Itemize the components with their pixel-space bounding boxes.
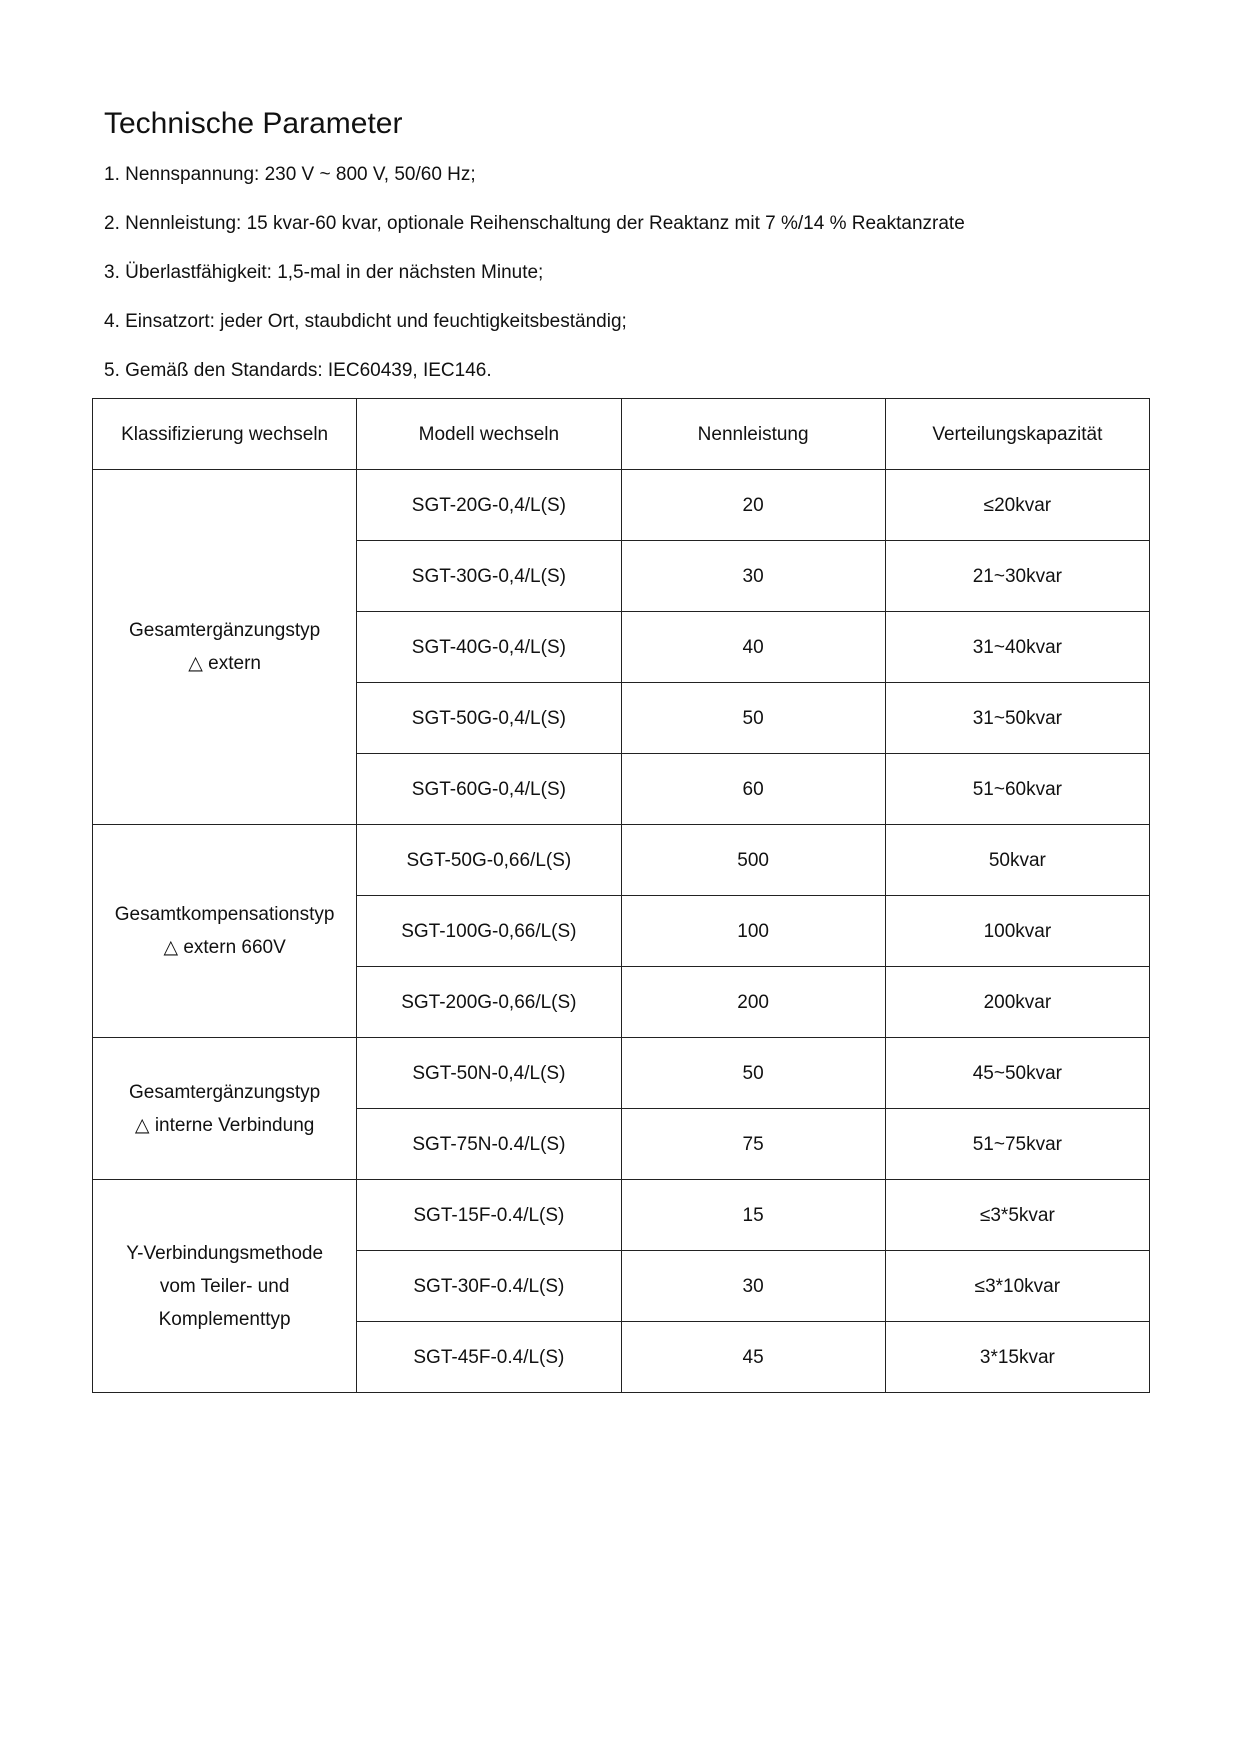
- capacity-cell: 3*15kvar: [885, 1322, 1149, 1393]
- header-capacity: Verteilungskapazität: [885, 399, 1149, 470]
- capacity-cell: 50kvar: [885, 825, 1149, 896]
- capacity-cell: ≤20kvar: [885, 470, 1149, 541]
- parameter-item: 4. Einsatzort: jeder Ort, staubdicht und feuchtigkeitsbeständig;: [104, 311, 627, 332]
- header-rated-power: Nennleistung: [621, 399, 885, 470]
- capacity-cell: ≤3*10kvar: [885, 1251, 1149, 1322]
- rated-power-cell: 60: [621, 754, 885, 825]
- group-label-line: Y-Verbindungsmethode: [126, 1242, 324, 1264]
- group-label-cell: [93, 470, 357, 825]
- rated-power-cell: 40: [621, 612, 885, 683]
- parameter-item: 1. Nennspannung: 230 V ~ 800 V, 50/60 Hz;: [104, 164, 476, 185]
- table-row: [93, 1180, 1150, 1251]
- parameter-item: 3. Überlastfähigkeit: 1,5-mal in der nächsten Minute;: [104, 262, 544, 283]
- capacity-cell: 51~75kvar: [885, 1109, 1149, 1180]
- rated-power-cell: 100: [621, 896, 885, 967]
- group-label-line: △ extern: [188, 653, 261, 674]
- capacity-cell: 31~50kvar: [885, 683, 1149, 754]
- rated-power-cell: 30: [621, 541, 885, 612]
- parameter-list: [104, 162, 965, 407]
- group-label-line: Komplementtyp: [158, 1308, 291, 1330]
- model-cell: SGT-50N-0,4/L(S): [357, 1038, 621, 1109]
- model-cell: SGT-75N-0.4/L(S): [357, 1109, 621, 1180]
- spec-table: [92, 398, 1150, 1393]
- capacity-cell: 45~50kvar: [885, 1038, 1149, 1109]
- group-label-cell: [93, 1180, 357, 1393]
- parameter-item: 2. Nennleistung: 15 kvar-60 kvar, optionale Reihenschaltung der Reaktanz mit 7 %/14 % Reaktanzrate: [104, 213, 965, 234]
- model-cell: SGT-100G-0,66/L(S): [357, 896, 621, 967]
- rated-power-cell: 30: [621, 1251, 885, 1322]
- model-cell: SGT-20G-0,4/L(S): [357, 470, 621, 541]
- rated-power-cell: 45: [621, 1322, 885, 1393]
- rated-power-cell: 20: [621, 470, 885, 541]
- rated-power-cell: 50: [621, 683, 885, 754]
- model-cell: SGT-30G-0,4/L(S): [357, 541, 621, 612]
- header-classification: Klassifizierung wechseln: [93, 399, 357, 470]
- model-cell: SGT-40G-0,4/L(S): [357, 612, 621, 683]
- rated-power-cell: 50: [621, 1038, 885, 1109]
- group-label-line: vom Teiler- und: [159, 1275, 290, 1297]
- model-cell: SGT-50G-0,4/L(S): [357, 683, 621, 754]
- group-label-line: Gesamtkompensationstyp: [114, 904, 335, 925]
- header-model: Modell wechseln: [357, 399, 621, 470]
- capacity-cell: 200kvar: [885, 967, 1149, 1038]
- model-cell: SGT-60G-0,4/L(S): [357, 754, 621, 825]
- capacity-cell: 51~60kvar: [885, 754, 1149, 825]
- capacity-cell: ≤3*5kvar: [885, 1180, 1149, 1251]
- rated-power-cell: 15: [621, 1180, 885, 1251]
- rated-power-cell: 200: [621, 967, 885, 1038]
- rated-power-cell: 75: [621, 1109, 885, 1180]
- group-label-line: △ extern 660V: [163, 937, 286, 958]
- table-row: [93, 1038, 1150, 1109]
- group-label-line: Gesamtergänzungstyp: [129, 1081, 321, 1103]
- group-label-cell: [93, 1038, 357, 1180]
- page-title: Technische Parameter: [104, 107, 403, 140]
- model-cell: SGT-200G-0,66/L(S): [357, 967, 621, 1038]
- capacity-cell: 21~30kvar: [885, 541, 1149, 612]
- group-label-line: Gesamtergänzungstyp: [129, 620, 321, 641]
- capacity-cell: 31~40kvar: [885, 612, 1149, 683]
- model-cell: SGT-30F-0.4/L(S): [357, 1251, 621, 1322]
- model-cell: SGT-15F-0.4/L(S): [357, 1180, 621, 1251]
- model-cell: SGT-50G-0,66/L(S): [357, 825, 621, 896]
- model-cell: SGT-45F-0.4/L(S): [357, 1322, 621, 1393]
- group-label-cell: [93, 825, 357, 1038]
- table-row: [93, 825, 1150, 896]
- rated-power-cell: 500: [621, 825, 885, 896]
- table-row: [93, 470, 1150, 541]
- capacity-cell: 100kvar: [885, 896, 1149, 967]
- group-label-line: △ interne Verbindung: [134, 1114, 315, 1136]
- table-header-row: [93, 399, 1150, 470]
- parameter-item: 5. Gemäß den Standards: IEC60439, IEC146.: [104, 360, 492, 381]
